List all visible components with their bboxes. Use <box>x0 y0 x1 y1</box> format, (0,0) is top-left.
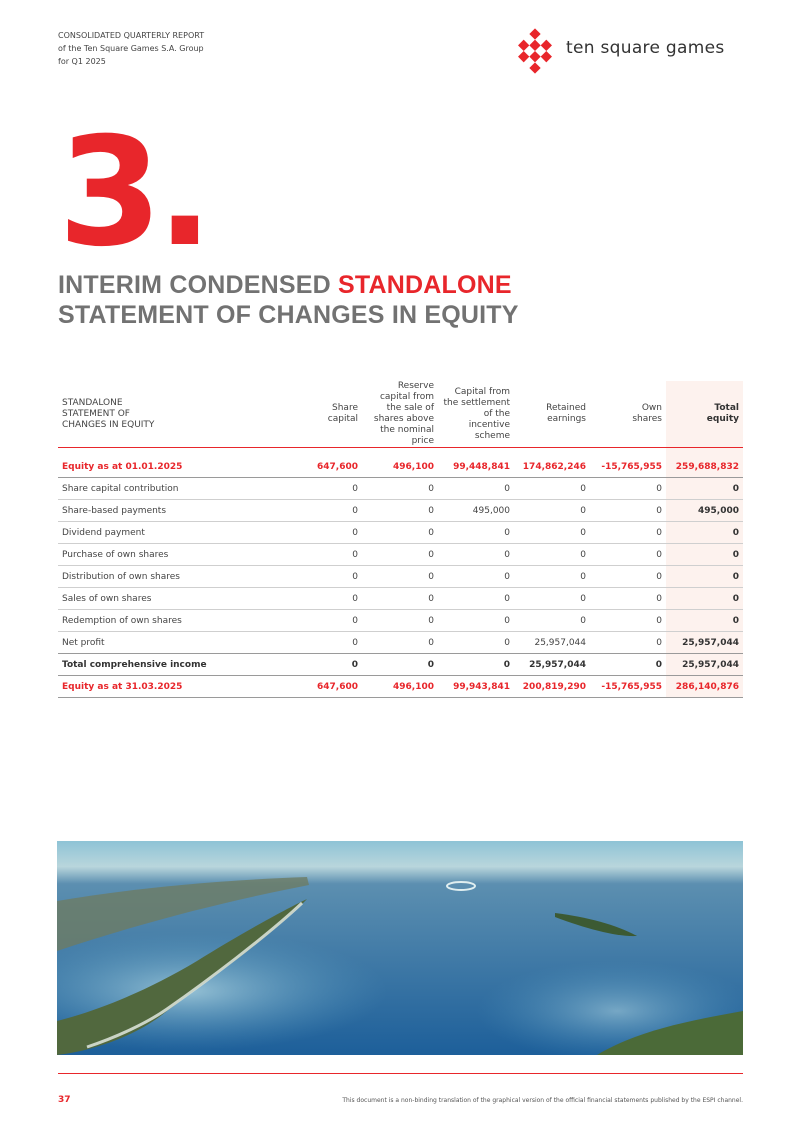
cell-total: 495,000 <box>666 500 743 522</box>
cell: 0 <box>286 544 362 566</box>
cell: 0 <box>438 610 514 632</box>
section-number-graphic <box>58 124 218 249</box>
cell: 647,600 <box>286 456 362 478</box>
table-header-row <box>58 381 743 448</box>
cell: -15,765,955 <box>590 676 666 698</box>
cell: 0 <box>514 500 590 522</box>
cell: 0 <box>590 610 666 632</box>
row-label: Redemption of own shares <box>58 610 286 632</box>
cell: 0 <box>286 522 362 544</box>
section-title-line2: STATEMENT OF CHANGES IN EQUITY <box>58 301 519 329</box>
cell: 0 <box>286 478 362 500</box>
report-header <box>58 29 204 68</box>
cell: 0 <box>362 566 438 588</box>
cell-total: 0 <box>666 610 743 632</box>
company-logo-icon <box>511 27 559 75</box>
row-label: Distribution of own shares <box>58 566 286 588</box>
cell: 0 <box>362 478 438 500</box>
table-row <box>58 566 743 588</box>
cell: 0 <box>286 610 362 632</box>
cell-total: 0 <box>666 522 743 544</box>
cell: 25,957,044 <box>514 632 590 654</box>
header-incentive-capital: Capital from the settlement of the incentive scheme <box>438 381 514 448</box>
cell-total: 25,957,044 <box>666 654 743 676</box>
row-label: Net profit <box>58 632 286 654</box>
cell: 0 <box>362 500 438 522</box>
cell: 0 <box>286 566 362 588</box>
cell: 0 <box>362 588 438 610</box>
cell: 0 <box>362 544 438 566</box>
cell: 0 <box>590 500 666 522</box>
footer-note: This document is a non-binding translation of the graphical version of the official financial statements published by the ESPI channel. <box>342 1097 743 1104</box>
report-header-line3: for Q1 2025 <box>58 57 106 66</box>
table-row <box>58 522 743 544</box>
cell: 647,600 <box>286 676 362 698</box>
cell: 0 <box>514 478 590 500</box>
cell-total: 0 <box>666 566 743 588</box>
section-title-accent: STANDALONE <box>338 271 512 299</box>
cell: 0 <box>590 566 666 588</box>
cell: 0 <box>590 478 666 500</box>
cell: 496,100 <box>362 456 438 478</box>
cell: 99,448,841 <box>438 456 514 478</box>
cell-total: 286,140,876 <box>666 676 743 698</box>
cell: 0 <box>438 478 514 500</box>
aerial-islands-photo <box>57 841 743 1055</box>
cell: 0 <box>514 522 590 544</box>
cell: 0 <box>514 610 590 632</box>
cell: 0 <box>438 588 514 610</box>
row-label: Share capital contribution <box>58 478 286 500</box>
row-label: Dividend payment <box>58 522 286 544</box>
cell: 0 <box>590 632 666 654</box>
row-label: Total comprehensive income <box>58 654 286 676</box>
section-title <box>58 270 519 330</box>
row-label: Equity as at 01.01.2025 <box>58 456 286 478</box>
table-row <box>58 478 743 500</box>
cell: 495,000 <box>438 500 514 522</box>
report-header-line1: CONSOLIDATED QUARTERLY REPORT <box>58 31 205 40</box>
cell: 0 <box>438 566 514 588</box>
cell: 0 <box>286 588 362 610</box>
cell: 99,943,841 <box>438 676 514 698</box>
cell: 0 <box>590 654 666 676</box>
equity-changes-table <box>58 381 743 698</box>
cell-total: 0 <box>666 478 743 500</box>
cell: 0 <box>514 566 590 588</box>
cell: 0 <box>514 588 590 610</box>
section-title-part1: INTERIM CONDENSED <box>58 271 331 299</box>
cell-total: 0 <box>666 544 743 566</box>
cell: 0 <box>362 654 438 676</box>
header-reserve-capital: Reserve capital from the sale of shares above the nominal price <box>362 381 438 448</box>
page-number: 37 <box>58 1095 71 1105</box>
report-header-line2: of the Ten Square Games S.A. Group <box>58 44 204 53</box>
header-total-equity: Total equity <box>666 381 743 448</box>
cell: 0 <box>362 522 438 544</box>
cell: 0 <box>438 654 514 676</box>
table-row <box>58 676 743 698</box>
cell: 0 <box>590 588 666 610</box>
cell: 0 <box>438 632 514 654</box>
cell: 0 <box>286 500 362 522</box>
cell-total: 259,688,832 <box>666 456 743 478</box>
table-row <box>58 456 743 478</box>
section-number: 3. <box>58 124 208 249</box>
row-label: Share-based payments <box>58 500 286 522</box>
cell: 496,100 <box>362 676 438 698</box>
table-row <box>58 610 743 632</box>
cell: 0 <box>286 654 362 676</box>
cell: 0 <box>438 522 514 544</box>
row-label: Sales of own shares <box>58 588 286 610</box>
cell: 0 <box>590 522 666 544</box>
cell: 0 <box>362 610 438 632</box>
cell: 0 <box>362 632 438 654</box>
cell: -15,765,955 <box>590 456 666 478</box>
cell: 200,819,290 <box>514 676 590 698</box>
cell: 0 <box>590 544 666 566</box>
header-retained-earnings: Retained earnings <box>514 381 590 448</box>
cell: 174,862,246 <box>514 456 590 478</box>
cell: 0 <box>514 544 590 566</box>
table-row <box>58 632 743 654</box>
table-row <box>58 588 743 610</box>
company-logo-text: ten square games <box>566 38 725 58</box>
header-statement: STANDALONE STATEMENT OF CHANGES IN EQUITY <box>58 381 286 448</box>
cell: 0 <box>286 632 362 654</box>
cell-total: 25,957,044 <box>666 632 743 654</box>
row-label: Equity as at 31.03.2025 <box>58 676 286 698</box>
cell-total: 0 <box>666 588 743 610</box>
table-row <box>58 544 743 566</box>
table-row <box>58 654 743 676</box>
table-row <box>58 500 743 522</box>
header-own-shares: Own shares <box>590 381 666 448</box>
footer-rule <box>58 1073 743 1074</box>
header-share-capital: Share capital <box>286 381 362 448</box>
cell: 0 <box>438 544 514 566</box>
row-label: Purchase of own shares <box>58 544 286 566</box>
cell: 25,957,044 <box>514 654 590 676</box>
